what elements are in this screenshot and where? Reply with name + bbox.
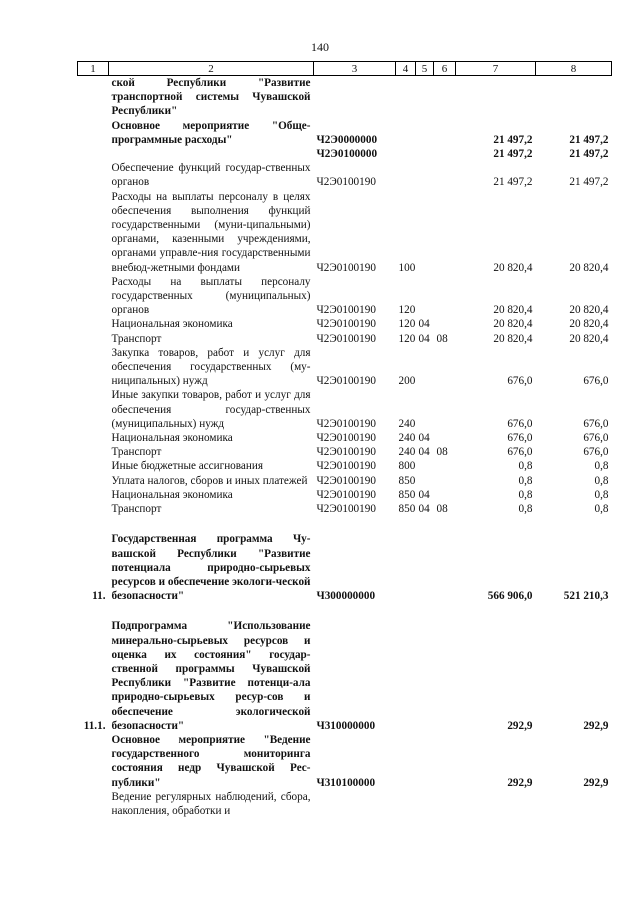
- section-number: [78, 275, 109, 318]
- section-number: [78, 119, 109, 147]
- subsection-code: [434, 431, 456, 445]
- row-name: Подпрограмма "Использование минерально-сырьевых ресурсов и оценка их состояния" государ-ственной программы Чувашской Республики "Развитие потенци-ала природно-сырьевых ресур-сов и обеспечение экологической безопасности": [111, 620, 311, 732]
- amount-year-1: 0,8: [518, 503, 533, 516]
- subsection-code: [434, 317, 456, 331]
- target-code: Ч2Э0100190: [316, 332, 376, 345]
- section-code: [416, 388, 434, 431]
- section-code: [416, 532, 434, 603]
- amount-year-2: 20 820,4: [569, 261, 609, 274]
- amount-year-1: 292,9: [507, 776, 533, 789]
- section-number: 11.: [92, 590, 106, 603]
- amount-year-2: 521 210,3: [563, 590, 609, 603]
- subsection-code: [434, 488, 456, 502]
- target-code: Ч2Э0100190: [316, 318, 376, 331]
- subsection-code: [434, 459, 456, 473]
- table-row: [78, 619, 612, 733]
- row-name: Расходы на выплаты персоналу в целях обеспечения выполнения функций государственными (муни-ципальными) органами, казенными учреждениями, органами управле-ния государственными внебюд-жетными фондами: [111, 190, 311, 274]
- amount-year-1: 0,8: [518, 460, 533, 473]
- amount-year-1: 20 820,4: [493, 332, 533, 345]
- section-number: [78, 388, 109, 431]
- target-code: Ч2Э0100000: [316, 148, 378, 161]
- table-row: [78, 502, 612, 516]
- expense-type: [396, 76, 416, 119]
- section-code: [416, 76, 434, 119]
- amount-year-2: [536, 790, 612, 818]
- target-code: Ч2Э0100190: [316, 417, 376, 430]
- section-code: 04: [418, 432, 430, 445]
- amount-year-1: 0,8: [518, 488, 533, 501]
- subsection-code: 08: [436, 332, 448, 345]
- target-code: Ч2Э0000000: [316, 133, 378, 146]
- expense-type: 850: [398, 474, 416, 487]
- amount-year-2: 292,9: [583, 719, 609, 732]
- row-name: Закупка товаров, работ и услуг для обеспечения государственных (му-ниципальных) нужд: [111, 346, 311, 388]
- section-code: [416, 275, 434, 318]
- table-row: [78, 388, 612, 431]
- row-name: ской Республики "Развитие транспортной системы Чувашской Республики": [111, 77, 311, 118]
- expense-type: 240: [398, 432, 416, 445]
- amount-year-2: 21 497,2: [569, 176, 609, 189]
- col-header-5: 5: [416, 62, 434, 76]
- target-code: Ч2Э0100190: [316, 176, 376, 189]
- section-number: 11.1.: [83, 719, 106, 732]
- table-row: [78, 733, 612, 790]
- row-name: Транспорт: [111, 446, 162, 459]
- table-row: [78, 161, 612, 189]
- target-code: Ч2Э0100190: [316, 488, 376, 501]
- section-number: [78, 317, 109, 331]
- section-code: [416, 190, 434, 275]
- target-code: Ч2Э0100190: [316, 460, 376, 473]
- amount-year-2: 21 497,2: [569, 148, 609, 161]
- section-code: 04: [418, 446, 430, 459]
- subsection-code: [434, 76, 456, 119]
- row-name: Государственная программа Чу-вашской Республики "Развитие потенциала природно-сырьевых ресурсов и обеспечение экологи-ческой безопасности": [111, 533, 311, 603]
- target-code: Ч2Э0100190: [316, 503, 376, 516]
- amount-year-1: [456, 790, 536, 818]
- target-code: Ч2Э0100190: [316, 304, 376, 317]
- expense-type: 240: [398, 446, 416, 459]
- col-header-8: 8: [536, 62, 612, 76]
- section-code: [416, 161, 434, 189]
- expense-type: [396, 790, 416, 818]
- table-row: [78, 76, 612, 119]
- spacer-cell: [78, 603, 612, 619]
- subsection-code: 08: [436, 446, 448, 459]
- amount-year-1: 676,0: [507, 432, 533, 445]
- table-row: [78, 488, 612, 502]
- amount-year-2: 20 820,4: [569, 332, 609, 345]
- spacer-row: [78, 516, 612, 532]
- table-row: [78, 119, 612, 147]
- amount-year-2: [536, 76, 612, 119]
- row-name: Иные закупки товаров, работ и услуг для обеспечения государ-ственных (муниципальных) нужд: [111, 389, 311, 430]
- subsection-code: [434, 346, 456, 389]
- subsection-code: [434, 147, 456, 161]
- amount-year-1: [456, 76, 536, 119]
- budget-table: [77, 61, 612, 818]
- amount-year-2: 0,8: [594, 488, 609, 501]
- amount-year-1: 21 497,2: [493, 176, 533, 189]
- section-code: 04: [418, 318, 430, 331]
- section-number: [78, 445, 109, 459]
- col-header-2: 2: [109, 62, 314, 76]
- row-name: Расходы на выплаты персоналу государственных (муниципальных) органов: [111, 275, 311, 317]
- section-code: [416, 346, 434, 389]
- section-code: 04: [418, 503, 430, 516]
- row-name: Обеспечение функций государ-ственных органов: [111, 162, 311, 189]
- row-name: Основное мероприятие "Ведение государственного мониторинга состояния недр Чувашской Рес-публики": [111, 733, 311, 789]
- section-number: [78, 431, 109, 445]
- subsection-code: [434, 474, 456, 488]
- target-code: Ч2Э0100190: [316, 446, 376, 459]
- table-row: [78, 459, 612, 473]
- expense-type: 850: [398, 503, 416, 516]
- row-name: Национальная экономика: [111, 432, 233, 445]
- amount-year-1: 566 906,0: [487, 590, 533, 603]
- col-header-4: 4: [396, 62, 416, 76]
- amount-year-1: 21 497,2: [493, 148, 533, 161]
- subsection-code: [434, 733, 456, 790]
- target-code: [314, 76, 396, 119]
- amount-year-1: 20 820,4: [493, 318, 533, 331]
- amount-year-2: 676,0: [583, 375, 609, 388]
- row-name: Транспорт: [111, 503, 162, 516]
- row-name: Уплата налогов, сборов и иных платежей: [111, 474, 308, 487]
- row-name: Ведение регулярных наблюдений, сбора, накопления, обработки и: [111, 790, 311, 817]
- target-code: Ч2Э0100190: [316, 261, 376, 274]
- table-row: [78, 532, 612, 603]
- expense-type: 850: [398, 488, 416, 501]
- expense-type: 120: [398, 332, 416, 345]
- subsection-code: [434, 119, 456, 147]
- subsection-code: 08: [436, 503, 448, 516]
- amount-year-2: 0,8: [594, 474, 609, 487]
- table-row: [78, 431, 612, 445]
- section-code: [416, 733, 434, 790]
- row-name: [109, 147, 314, 161]
- section-number: [78, 147, 109, 161]
- target-code: [314, 790, 396, 818]
- expense-type: [396, 532, 416, 603]
- section-number: [78, 459, 109, 473]
- subsection-code: [434, 190, 456, 275]
- subsection-code: [434, 532, 456, 603]
- section-number: [78, 502, 109, 516]
- col-header-6: 6: [434, 62, 456, 76]
- amount-year-1: 676,0: [507, 417, 533, 430]
- table-row: [78, 190, 612, 275]
- subsection-code: [434, 161, 456, 189]
- table-row: [78, 332, 612, 346]
- expense-type: [396, 119, 416, 147]
- table-row: [78, 147, 612, 161]
- table-row: [78, 474, 612, 488]
- page-number: 140: [311, 40, 329, 54]
- expense-type: [396, 619, 416, 733]
- amount-year-2: 676,0: [583, 417, 609, 430]
- expense-type: 120: [398, 318, 416, 331]
- expense-type: 120: [398, 304, 416, 317]
- expense-type: [396, 161, 416, 189]
- table-row: [78, 445, 612, 459]
- spacer-row: [78, 603, 612, 619]
- section-number: [78, 190, 109, 275]
- row-name: Транспорт: [111, 332, 162, 345]
- row-name: Иные бюджетные ассигнования: [111, 460, 263, 473]
- section-number: [78, 76, 109, 119]
- amount-year-2: 676,0: [583, 432, 609, 445]
- subsection-code: [434, 388, 456, 431]
- section-number: [78, 790, 109, 818]
- section-code: 04: [418, 488, 430, 501]
- amount-year-2: 20 820,4: [569, 318, 609, 331]
- section-number: [78, 346, 109, 389]
- amount-year-1: 676,0: [507, 375, 533, 388]
- subsection-code: [434, 790, 456, 818]
- amount-year-2: 0,8: [594, 503, 609, 516]
- section-code: [416, 790, 434, 818]
- expense-type: [396, 147, 416, 161]
- amount-year-2: 676,0: [583, 446, 609, 459]
- section-number: [78, 161, 109, 189]
- header-row: [78, 62, 612, 76]
- section-code: [416, 147, 434, 161]
- amount-year-1: 676,0: [507, 446, 533, 459]
- section-number: [78, 733, 109, 790]
- amount-year-2: 292,9: [583, 776, 609, 789]
- table-row: [78, 346, 612, 389]
- target-code: Ч2Э0100190: [316, 432, 376, 445]
- amount-year-2: 0,8: [594, 460, 609, 473]
- subsection-code: [434, 275, 456, 318]
- amount-year-2: 20 820,4: [569, 304, 609, 317]
- section-number: [78, 488, 109, 502]
- expense-type: 800: [398, 460, 416, 473]
- expense-type: 200: [398, 375, 416, 388]
- expense-type: 240: [398, 417, 416, 430]
- target-code: Ч2Э0100190: [316, 474, 376, 487]
- table-row: [78, 790, 612, 818]
- amount-year-1: 0,8: [518, 474, 533, 487]
- amount-year-2: 21 497,2: [569, 133, 609, 146]
- target-code: Ч300000000: [316, 590, 376, 603]
- expense-type: [396, 733, 416, 790]
- section-number: [78, 474, 109, 488]
- amount-year-1: 21 497,2: [493, 133, 533, 146]
- target-code: Ч310100000: [316, 776, 376, 789]
- col-header-3: 3: [314, 62, 396, 76]
- row-name: Основное мероприятие "Обще-программные расходы": [111, 119, 311, 146]
- row-name: Национальная экономика: [111, 488, 233, 501]
- section-code: 04: [418, 332, 430, 345]
- expense-type: 100: [398, 261, 416, 274]
- section-code: [416, 474, 434, 488]
- amount-year-1: 292,9: [507, 719, 533, 732]
- section-number: [78, 332, 109, 346]
- amount-year-1: 20 820,4: [493, 304, 533, 317]
- section-code: [416, 119, 434, 147]
- col-header-1: 1: [78, 62, 109, 76]
- row-name: Национальная экономика: [111, 318, 233, 331]
- amount-year-1: 20 820,4: [493, 261, 533, 274]
- table-body: [78, 76, 612, 819]
- section-code: [416, 619, 434, 733]
- section-code: [416, 459, 434, 473]
- target-code: Ч2Э0100190: [316, 375, 376, 388]
- table-row: [78, 317, 612, 331]
- target-code: Ч310000000: [316, 719, 376, 732]
- subsection-code: [434, 619, 456, 733]
- col-header-7: 7: [456, 62, 536, 76]
- spacer-cell: [78, 516, 612, 532]
- table-row: [78, 275, 612, 318]
